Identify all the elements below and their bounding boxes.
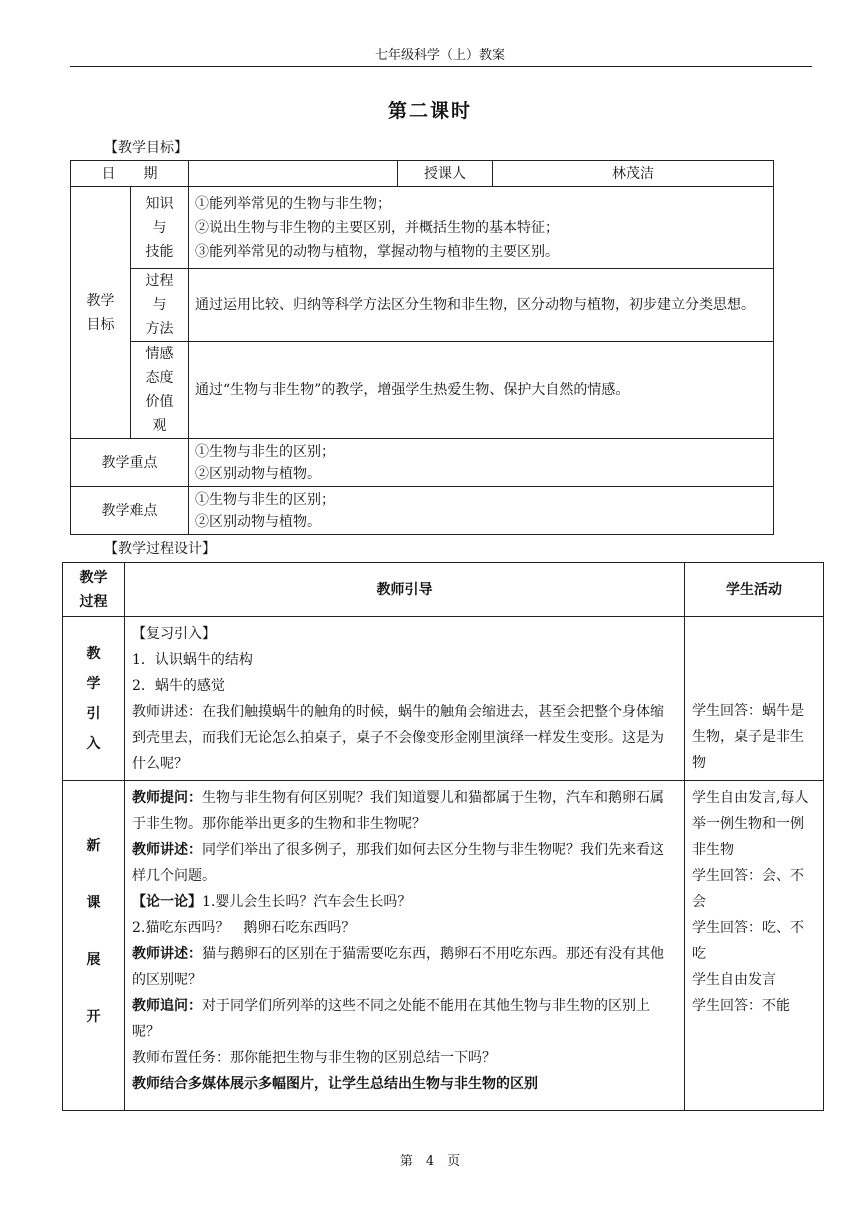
goal-row-label-0 xyxy=(131,187,189,269)
new-student-line-2: 学生回答：吃、不吃 xyxy=(692,920,804,962)
goal-row-content-0 xyxy=(189,187,774,269)
new-student xyxy=(685,781,824,1111)
new-teacher-line-0: 教师提问：生物与非生物有何区别呢？我们知道婴儿和猫都属于生物，汽车和鹅卵石属于非生物。那你能举出更多的生物和非生物呢？ xyxy=(132,790,664,832)
goal-row-label-line-0: 情感 xyxy=(145,346,174,362)
goal-row-lines-0 xyxy=(195,192,767,264)
intro-teacher-line-1: 1．认识蜗牛的结构 xyxy=(132,652,253,668)
goal-row-label-2 xyxy=(131,342,189,439)
goal-label xyxy=(71,187,131,439)
goal-row-lines-2 xyxy=(195,378,767,402)
new-teacher-lines xyxy=(132,785,677,1097)
difficulty-content xyxy=(189,487,774,535)
process-table xyxy=(62,562,824,1111)
goal-row-line-1: ②说出生物与非生物的主要区别，并概括生物的基本特征； xyxy=(195,219,559,236)
head-teacher: 教师引导 xyxy=(125,563,685,617)
key-point-line-0: ①生物与非生的区别； xyxy=(195,443,335,460)
new-teacher-line-5: 教师追问：对于同学们所列举的这些不同之处能不能用在其他生物与非生物的区别上呢？ xyxy=(132,998,650,1040)
date-value xyxy=(189,161,398,187)
goal-row-label-line-2: 价值 xyxy=(145,394,174,410)
stage-intro xyxy=(63,617,125,781)
section-goals-heading: 【教学目标】 xyxy=(104,140,188,156)
new-teacher-line-4: 教师讲述：猫与鹅卵石的区别在于猫需要吃东西，鹅卵石不用吃东西。那还有没有其他的区别呢？ xyxy=(132,946,664,988)
new-teacher-lead-5: 教师追问： xyxy=(132,998,202,1014)
goal-row-line-2: ③能列举常见的动物与植物，掌握动物与植物的主要区别。 xyxy=(195,243,559,260)
stage-new xyxy=(63,781,125,1111)
goal-row-label-line-3: 观 xyxy=(152,418,167,434)
intro-teacher-lines xyxy=(132,621,677,777)
goal-label-text xyxy=(73,289,128,337)
goal-row-lines-1 xyxy=(195,291,767,319)
goals-table xyxy=(70,160,774,535)
difficulty-line-0: ①生物与非生的区别； xyxy=(195,491,335,508)
goal-row-label-line-1: 与 xyxy=(152,219,167,236)
stage-intro-char-3: 入 xyxy=(86,735,101,752)
page-title: 第二课时 xyxy=(387,100,472,122)
goal-label-line-0: 教学 xyxy=(86,292,115,309)
key-points-lines xyxy=(195,441,767,485)
new-student-lines xyxy=(692,785,816,1019)
goal-row-label-text-2 xyxy=(133,342,186,438)
key-points-content xyxy=(189,439,774,487)
stage-new-char-0: 新 xyxy=(86,837,101,854)
stage-new-char-3: 开 xyxy=(86,1008,101,1025)
stage-intro-char-0: 教 xyxy=(86,645,101,662)
intro-student: 学生回答：蜗牛是生物，桌子是非生物 xyxy=(685,617,824,781)
section-process-heading: 【教学过程设计】 xyxy=(104,541,216,557)
page-footer: 第 4 页 xyxy=(399,1154,461,1169)
new-teacher-lead-7: 教师结合多媒体展示多幅图片，让学生总结出生物与非生物的区别 xyxy=(132,1076,538,1092)
goal-row-label-text-1 xyxy=(133,269,186,341)
header-rule xyxy=(70,66,812,67)
goal-row-content-1 xyxy=(189,269,774,342)
new-teacher-lead-1: 教师讲述： xyxy=(132,842,202,858)
head-process-line-1: 过程 xyxy=(79,593,108,610)
difficulty-line-1: ②区别动物与植物。 xyxy=(195,513,321,530)
goal-row-label-line-1: 与 xyxy=(152,297,167,313)
stage-new-char-1: 课 xyxy=(86,894,101,911)
new-student-line-1: 学生回答：会、不会 xyxy=(692,868,804,910)
page-header: 七年级科学（上）教案 xyxy=(374,48,505,63)
goal-row-label-text-0 xyxy=(133,192,186,264)
new-teacher xyxy=(125,781,685,1111)
date-label: 日 期 xyxy=(71,161,189,187)
intro-teacher xyxy=(125,617,685,781)
new-teacher-line-6: 教师布置任务：那你能把生物与非生物的区别总结一下吗？ xyxy=(132,1050,496,1066)
stage-new-text xyxy=(70,832,117,1032)
goal-row-label-line-0: 过程 xyxy=(145,273,174,289)
head-process xyxy=(63,563,125,617)
head-process-line-0: 教学 xyxy=(79,569,108,586)
stage-intro-char-1: 学 xyxy=(86,675,101,692)
intro-teacher-line-3: 教师讲述：在我们触摸蜗牛的触角的时候，蜗牛的触角会缩进去，甚至会把整个身体缩到壳里去，而我们无论怎么拍桌子，桌子不会像变形金刚里演绎一样发生变形。这是为什么呢？ xyxy=(132,704,664,772)
teacher-label: 授课人 xyxy=(398,161,493,187)
goal-row-content-2 xyxy=(189,342,774,439)
new-student-line-3: 学生自由发言 xyxy=(692,972,776,988)
new-student-line-0: 学生自由发言,每人举一例生物和一例非生物 xyxy=(692,790,809,858)
new-teacher-lead-0: 教师提问： xyxy=(132,790,202,806)
goal-row-label-line-0: 知识 xyxy=(145,195,174,212)
goal-row-label-1 xyxy=(131,269,189,342)
goal-row-label-line-2: 技能 xyxy=(145,243,174,260)
goal-row-label-line-1: 态度 xyxy=(145,370,174,386)
goal-row-line-0: 通过运用比较、归纳等科学方法区分生物和非生物，区分动物与植物，初步建立分类思想。 xyxy=(195,297,755,313)
new-teacher-line-1: 教师讲述：同学们举出了很多例子，那我们如何去区分生物与非生物呢？我们先来看这样几个问题。 xyxy=(132,842,664,884)
difficulty-label: 教学难点 xyxy=(71,487,189,535)
new-teacher-line-2: 【论一论】1.婴儿会生长吗？汽车会生长吗？ xyxy=(132,894,412,910)
new-teacher-lead-2: 【论一论】 xyxy=(132,894,202,910)
intro-teacher-line-2: 2．蜗牛的感觉 xyxy=(132,678,225,694)
stage-intro-text xyxy=(70,639,117,759)
difficulty-lines xyxy=(195,489,767,533)
new-teacher-line-7 xyxy=(132,1071,677,1097)
goal-row-label-line-2: 方法 xyxy=(145,321,174,337)
new-student-line-4: 学生回答：不能 xyxy=(692,998,790,1014)
intro-teacher-line-0: 【复习引入】 xyxy=(132,626,216,642)
stage-new-char-2: 展 xyxy=(86,951,101,968)
new-teacher-line-3: 2.猫吃东西吗？ 鹅卵石吃东西吗？ xyxy=(132,920,356,936)
teacher-value: 林茂洁 xyxy=(493,161,774,187)
head-process-text xyxy=(70,566,117,614)
key-point-line-1: ②区别动物与植物。 xyxy=(195,465,321,482)
head-student: 学生活动 xyxy=(685,563,824,617)
goal-row-line-0: ①能列举常见的生物与非生物； xyxy=(195,195,391,212)
key-points-label: 教学重点 xyxy=(71,439,189,487)
goal-label-line-1: 目标 xyxy=(86,316,115,333)
new-teacher-lead-4: 教师讲述： xyxy=(132,946,202,962)
goal-row-line-0: 通过“生物与非生物”的教学，增强学生热爱生物、保护大自然的情感。 xyxy=(195,382,630,398)
stage-intro-char-2: 引 xyxy=(86,705,101,722)
